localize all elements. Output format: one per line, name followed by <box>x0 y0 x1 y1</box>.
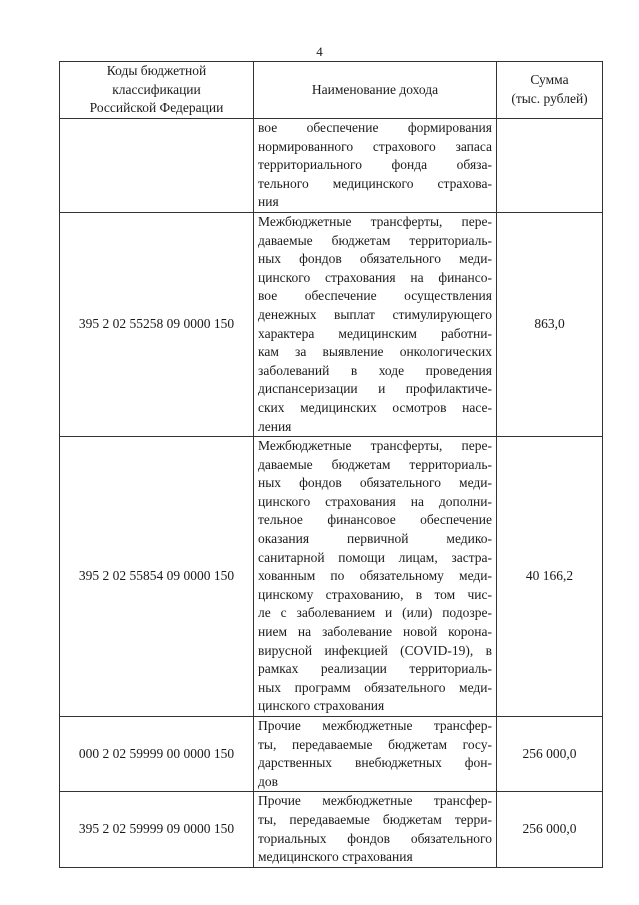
budget-code-cell <box>60 119 254 213</box>
revenue-name-line: цинскому страхованию, в том чис- <box>258 586 492 602</box>
header-codes: Коды бюджетной классификации Российской Федерации <box>60 62 254 119</box>
revenue-name-line: цинского страхования на дополни- <box>258 493 492 509</box>
revenue-name-line: Прочие межбюджетные трансфер- <box>258 718 492 733</box>
revenue-name-line: цинского страхования на финансо- <box>258 269 492 285</box>
revenue-name-line: ты, передаваемые бюджетам терри- <box>258 811 492 827</box>
table-row <box>60 119 603 213</box>
revenue-name-line: нием на заболевание новой корона- <box>258 624 492 640</box>
revenue-name-line: кам за выявление онкологических <box>258 344 492 360</box>
revenue-name-line: ских медицинских осмотров насе- <box>258 399 492 415</box>
revenue-name-line: дов <box>258 773 278 789</box>
amount-cell: 40 166,2 <box>497 437 603 717</box>
revenue-name-line: медицинского страхования <box>258 849 413 865</box>
revenue-name-line: ных фондов обязательного меди- <box>258 251 492 267</box>
budget-code-cell: 395 2 02 55258 09 0000 150 <box>60 212 254 436</box>
revenue-name-line: Прочие межбюджетные трансфер- <box>258 793 492 809</box>
revenue-name-cell <box>254 717 497 792</box>
revenue-name-line: Межбюджетные трансферты, пере- <box>258 213 492 229</box>
page-number: 4 <box>316 44 323 59</box>
revenue-name-line: тельное финансовое обеспечение <box>258 512 492 528</box>
table-row <box>60 792 603 867</box>
revenue-name-line: вое обеспечение формирования <box>258 120 492 135</box>
revenue-name-line: цинского страхования <box>258 698 385 714</box>
revenue-name-cell <box>254 119 497 213</box>
revenue-name-line: ных программ обязательного меди- <box>258 679 492 695</box>
revenue-name-line: оказания первичной медико- <box>258 531 492 547</box>
amount-cell: 256 000,0 <box>497 792 603 867</box>
revenue-table <box>59 61 603 868</box>
budget-code-cell: 000 2 02 59999 00 0000 150 <box>60 717 254 792</box>
header-name: Наименование дохода <box>254 62 497 119</box>
revenue-name-line: хованным по обязательному меди- <box>258 568 492 584</box>
revenue-name-line: территориального фонда обяза- <box>258 157 492 173</box>
revenue-name-line: диспансеризации и профилактиче- <box>258 381 492 397</box>
revenue-name-line: даваемые бюджетам территориаль- <box>258 232 492 248</box>
revenue-name-line: дарственных внебюджетных фон- <box>258 755 492 771</box>
revenue-name-line: заболеваний в ходе проведения <box>258 362 492 378</box>
revenue-name-line: нормированного страхового запаса <box>258 138 492 154</box>
revenue-name-cell <box>254 792 497 867</box>
revenue-name-line: ты, передаваемые бюджетам госу- <box>258 736 492 752</box>
table-row <box>60 717 603 792</box>
amount-cell: 863,0 <box>497 212 603 436</box>
revenue-name-line: Межбюджетные трансферты, пере- <box>258 438 492 454</box>
revenue-name-line: рамках реализации территориаль- <box>258 661 492 677</box>
revenue-name-line: санитарной помощи лицам, застра- <box>258 549 492 565</box>
table-row <box>60 437 603 717</box>
budget-code-cell: 395 2 02 59999 09 0000 150 <box>60 792 254 867</box>
revenue-name-line: ториальных фондов обязательного <box>258 830 492 846</box>
budget-code-cell: 395 2 02 55854 09 0000 150 <box>60 437 254 717</box>
revenue-name-line: ле с заболеванием и (или) подозре- <box>258 605 492 621</box>
revenue-name-line: вирусной инфекцией (COVID-19), в <box>258 642 492 658</box>
revenue-name-line: характера медицинским работни- <box>258 325 492 341</box>
revenue-name-cell <box>254 437 497 717</box>
revenue-name-cell <box>254 212 497 436</box>
revenue-name-line: ных фондов обязательного меди- <box>258 475 492 491</box>
revenue-name-line: ления <box>258 418 292 434</box>
table-header-row <box>60 62 603 119</box>
revenue-name-line: вое обеспечение осуществления <box>258 288 492 304</box>
amount-cell: 256 000,0 <box>497 717 603 792</box>
revenue-name-line: ния <box>258 194 279 210</box>
revenue-name-line: даваемые бюджетам территориаль- <box>258 456 492 472</box>
revenue-name-line: тельного медицинского страхова- <box>258 175 492 191</box>
amount-cell <box>497 119 603 213</box>
revenue-name-line: денежных выплат стимулирующего <box>258 306 492 322</box>
table-row <box>60 212 603 436</box>
header-amount: Сумма (тыс. рублей) <box>497 62 603 119</box>
